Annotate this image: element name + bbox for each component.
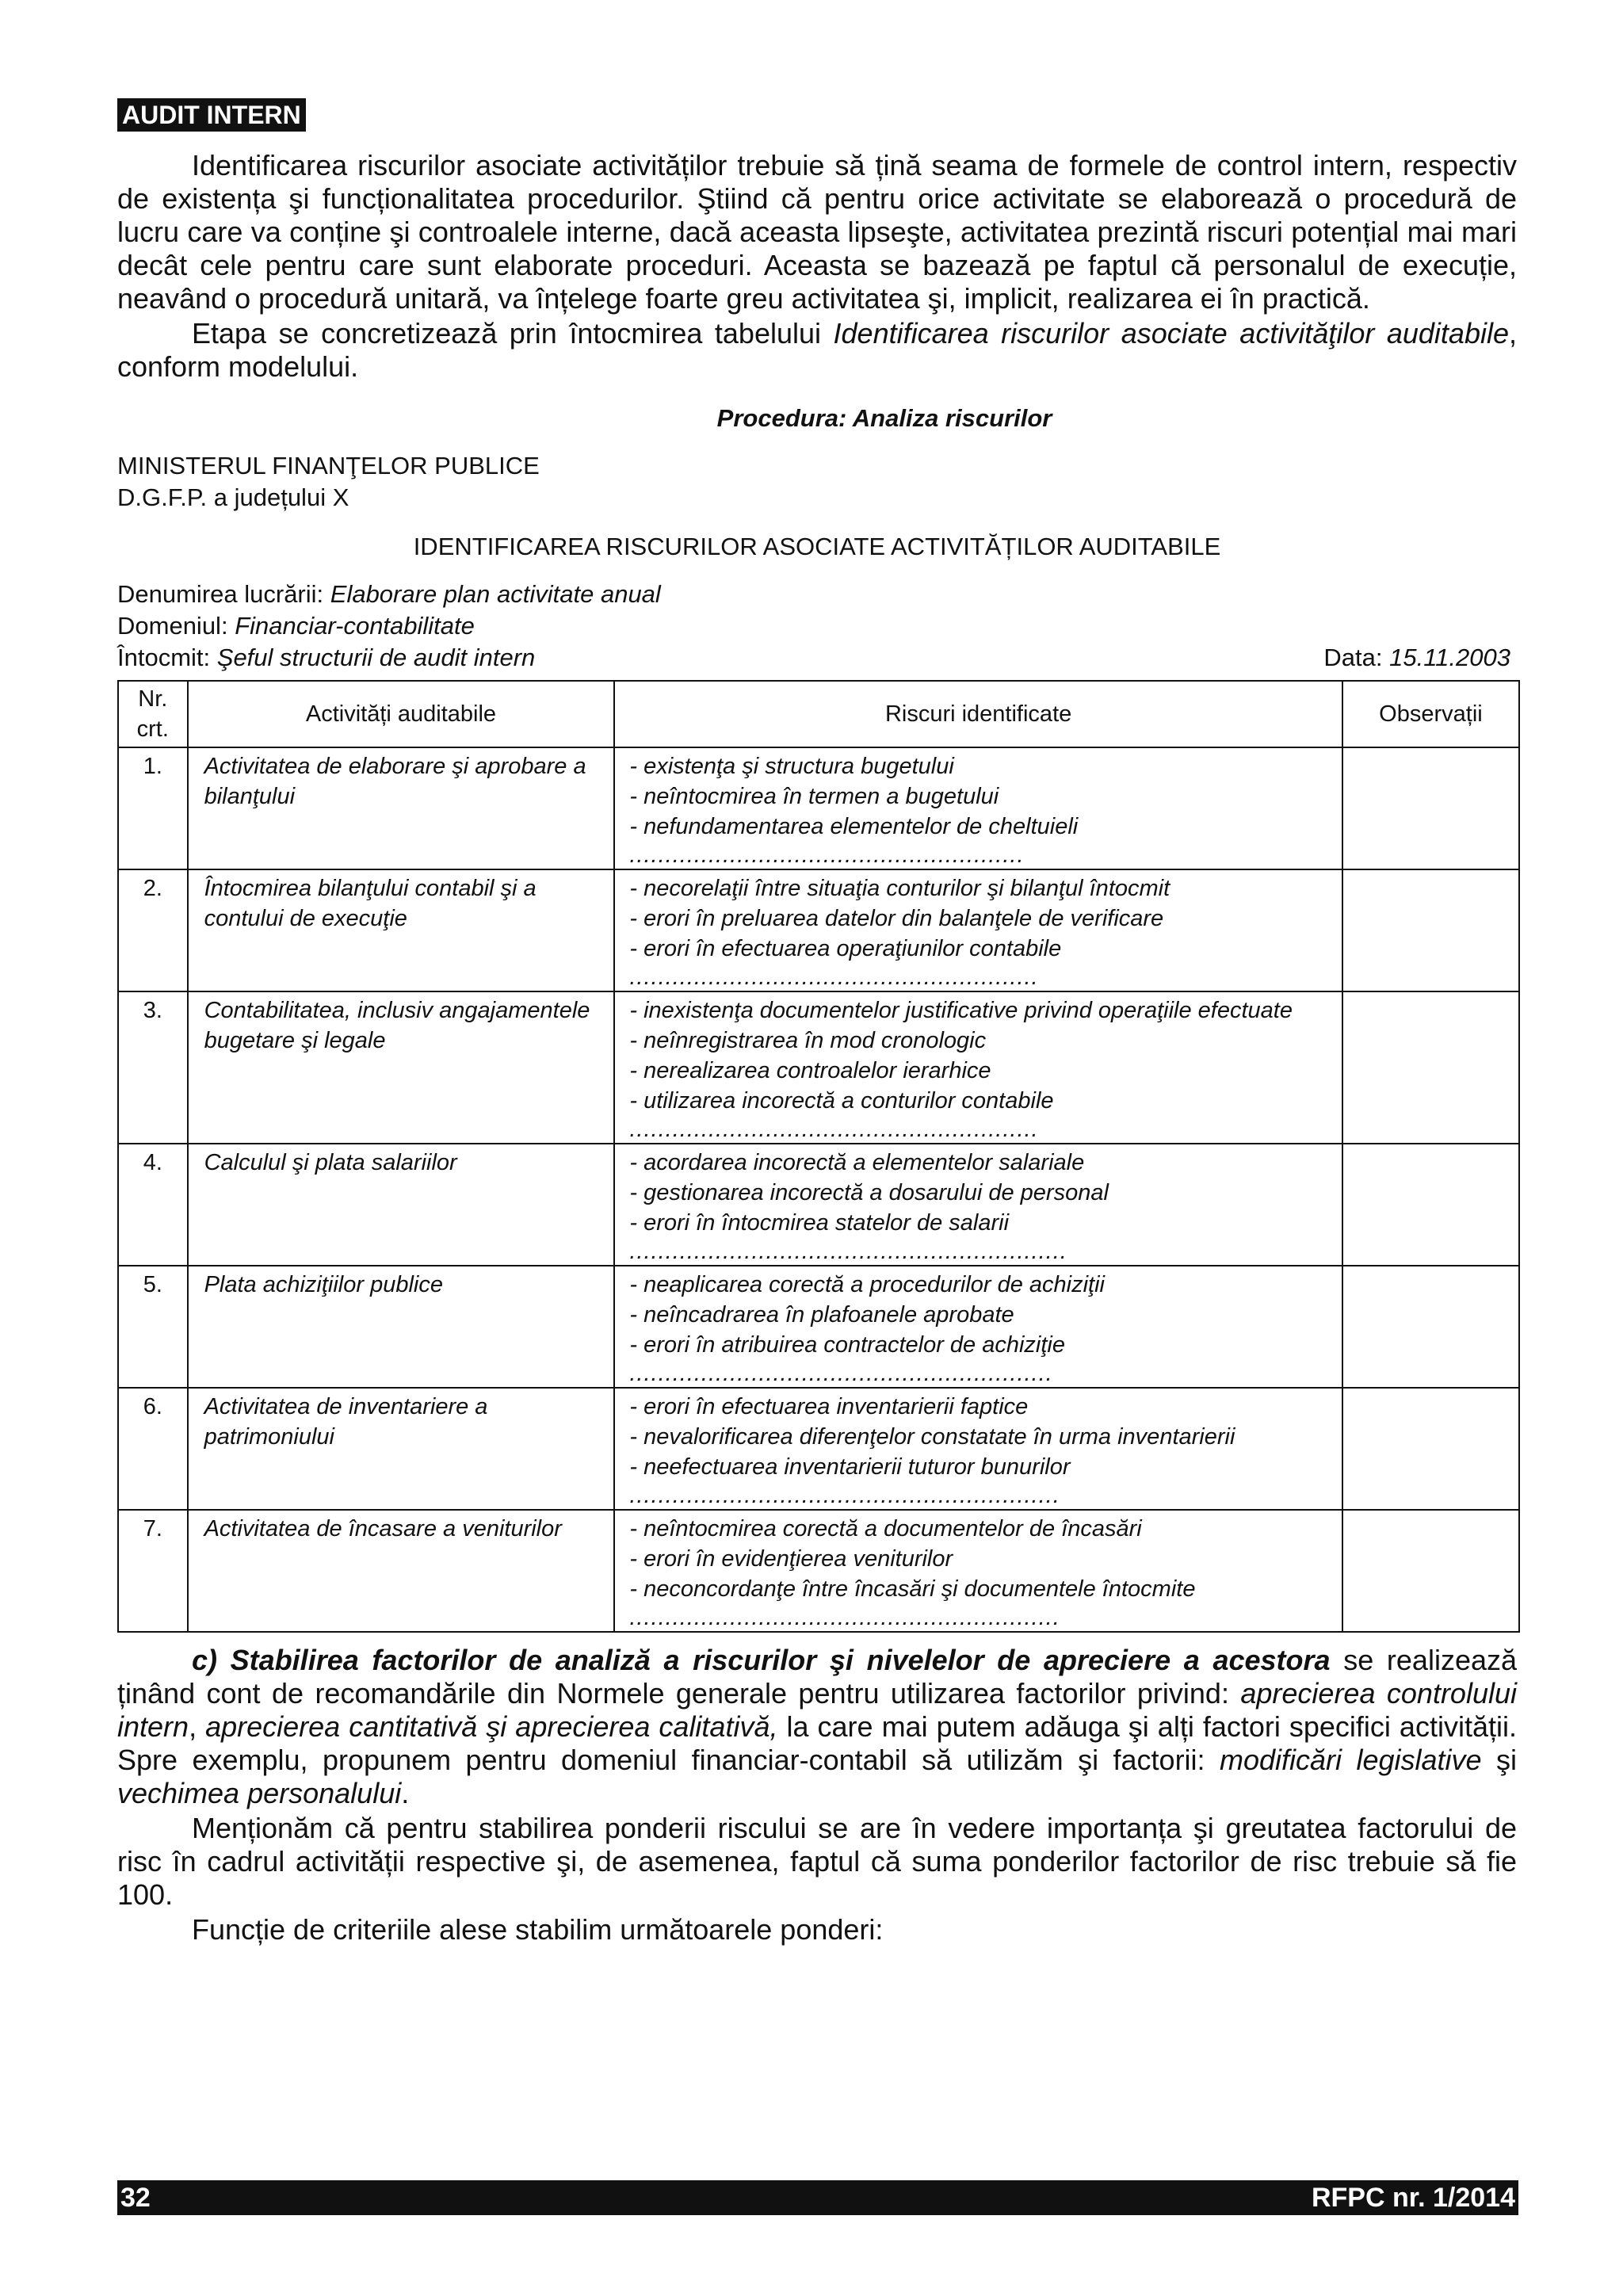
risk-item: - nerealizarea controalelor ierarhice [629, 1058, 991, 1083]
table-row [118, 1388, 1519, 1510]
risk-item: - erori în atribuirea contractelor de achiziţie [629, 1332, 1065, 1358]
risk-continuation-dots: ......................................................... [629, 1117, 1039, 1142]
row-number: 4. [118, 1144, 188, 1266]
row-activity: Contabilitatea, inclusiv angajamentele bugetare şi legale [188, 991, 615, 1144]
risk-item: - existenţa şi structura bugetului [629, 754, 954, 779]
section-c-heading: c) Stabilirea factorilor de analiză a riscurilor şi nivelelor de apreciere a acestora [192, 1644, 1331, 1676]
section-title: AUDIT INTERN [122, 101, 301, 129]
row-number: 1. [118, 747, 188, 869]
row-risks [614, 1266, 1342, 1388]
risk-item: - gestionarea incorectă a dosarului de personal [629, 1180, 1109, 1205]
risk-continuation-dots: ....................................................... [629, 842, 1025, 868]
row-risks [614, 747, 1342, 869]
table-row [118, 1266, 1519, 1388]
date-value: 15.11.2003 [1389, 644, 1510, 671]
row-observations [1342, 991, 1519, 1144]
page-content [117, 149, 1517, 1946]
risk-item: - utilizarea incorectă a conturilor contabile [629, 1088, 1054, 1114]
header-observations: Observații [1342, 681, 1519, 747]
section-c-text-4: şi [1481, 1744, 1517, 1776]
journal-issue: RFPC nr. 1/2014 [1311, 2183, 1515, 2213]
row-number: 5. [118, 1266, 188, 1388]
risk-item: - nefundamentarea elementelor de cheltuieli [629, 814, 1079, 839]
row-number: 2. [118, 869, 188, 991]
author-value: Şeful structurii de audit intern [216, 644, 536, 671]
risk-item: - neîntocmirea în termen a bugetului [629, 784, 999, 809]
work-name-row [117, 579, 1517, 610]
row-observations [1342, 869, 1519, 991]
risk-item: - neîntocmirea corectă a documentelor de încasări [629, 1516, 1142, 1541]
ministry-name: MINISTERUL FINANŢELOR PUBLICE [117, 452, 540, 479]
page-footer [117, 2180, 1518, 2215]
intro-p2-pre: Etapa se concretizează prin întocmirea tabelului [192, 317, 834, 350]
section-c-text-2: , [189, 1710, 206, 1743]
row-number: 7. [118, 1510, 188, 1632]
risk-item: - erori în preluarea datelor din balanţele de verificare [629, 906, 1164, 931]
author [117, 642, 535, 674]
risk-item: - neaplicarea corectă a procedurilor de achiziţii [629, 1272, 1105, 1297]
date-label: Data: [1323, 644, 1390, 671]
risk-item: - neconcordanţe între încasări şi documentele întocmite [629, 1576, 1196, 1602]
row-number: 3. [118, 991, 188, 1144]
risk-continuation-dots: ........................................................... [629, 1361, 1053, 1386]
row-observations [1342, 1388, 1519, 1510]
row-risks [614, 1510, 1342, 1632]
author-label: Întocmit: [117, 644, 217, 671]
risk-item: - inexistenţa documentelor justificative privind operaţiile efectuate [629, 998, 1293, 1023]
row-observations [1342, 747, 1519, 869]
risk-item: - acordarea incorectă a elementelor salariale [629, 1150, 1085, 1175]
risk-continuation-dots: ............................................................ [629, 1483, 1060, 1508]
row-risks [614, 1144, 1342, 1266]
risk-item: - necorelaţii între situaţia conturilor şi bilanţul întocmit [629, 876, 1170, 901]
row-observations [1342, 1144, 1519, 1266]
row-observations [1342, 1510, 1519, 1632]
risk-item: - erori în întocmirea statelor de salarii [629, 1210, 1010, 1236]
risk-item: - erori în efectuarea inventarierii faptice [629, 1394, 1029, 1419]
risk-item: - neîncadrarea în plafoanele aprobate [629, 1302, 1014, 1328]
domain-row [117, 610, 1517, 642]
risk-continuation-dots: ............................................................. [629, 1239, 1067, 1264]
section-c-italic-4: vechimea personalului [117, 1777, 402, 1809]
risk-continuation-dots: ......................................................... [629, 965, 1039, 990]
table-row [118, 1510, 1519, 1632]
weights-paragraph: Menționăm că pentru stabilirea ponderii riscului se are în vedere importanța şi greutatea factorului de risc în cadrul activității respective şi, de asemenea, faptul că suma ponderilor factorilor de risc trebuie să fie 100. [117, 1812, 1517, 1911]
row-activity: Activitatea de încasare a veniturilor [188, 1510, 615, 1632]
risk-item: - neînregistrarea în mod cronologic [629, 1028, 987, 1053]
risk-table [117, 680, 1520, 1633]
document-meta [117, 579, 1517, 674]
date [1323, 642, 1517, 674]
table-row [118, 869, 1519, 991]
section-header [117, 98, 306, 132]
row-activity: Activitatea de inventariere a patrimoniului [188, 1388, 615, 1510]
row-number: 6. [118, 1388, 188, 1510]
table-row [118, 747, 1519, 869]
risk-table-body [118, 747, 1519, 1632]
risk-item: - neefectuarea inventarierii tuturor bunurilor [629, 1454, 1071, 1480]
work-label: Denumirea lucrării: [117, 580, 330, 608]
risk-continuation-dots: ............................................................ [629, 1605, 1060, 1630]
intro-paragraph-2 [117, 317, 1517, 384]
section-c-paragraph [117, 1644, 1517, 1810]
risk-item: - erori în evidenţierea veniturilor [629, 1546, 953, 1572]
row-activity: Calculul şi plata salariilor [188, 1144, 615, 1266]
header-activities: Activități auditabile [188, 681, 615, 747]
row-risks [614, 1388, 1342, 1510]
author-date-row [117, 642, 1517, 674]
criteria-paragraph: Funcție de criteriile alese stabilim următoarele ponderi: [192, 1913, 884, 1946]
table-title: IDENTIFICAREA RISCURILOR ASOCIATE ACTIVITĂȚILOR AUDITABILE [413, 533, 1221, 560]
risk-item: - nevalorificarea diferenţelor constatate în urma inventarierii [629, 1424, 1235, 1450]
row-risks [614, 869, 1342, 991]
row-activity: Activitatea de elaborare şi aprobare a bilanţului [188, 747, 615, 869]
row-observations [1342, 1266, 1519, 1388]
header-risks: Riscuri identificate [614, 681, 1342, 747]
section-c-text-1: se realizează ținând cont de recomandările din Normele generale pentru utilizarea factorilor privind: [117, 1644, 1518, 1710]
procedure-title: Procedura: Analiza riscurilor [716, 404, 1052, 432]
risk-item: - erori în efectuarea operaţiunilor contabile [629, 936, 1062, 961]
header-nr: Nr. crt. [118, 681, 188, 747]
row-risks [614, 991, 1342, 1144]
intro-paragraph-1: Identificarea riscurilor asociate activităților trebuie să țină seama de formele de control intern, respectiv de existența şi funcționalitatea procedurilor. Ştiind că pentru orice activitate se elaborează o procedură de lucru care va conține şi controalele interne, dacă aceasta lipseşte, activitatea prezintă riscuri potențial mai mari decât cele pentru care sunt elaborate proceduri. Aceasta se bazează pe faptul că personalul de execuție, neavând o procedură unitară, va înțelege foarte greu activitatea şi, implicit, realizarea ei în practică. [117, 149, 1517, 315]
page-number: 32 [120, 2183, 151, 2213]
row-activity: Întocmirea bilanţului contabil şi a contului de execuţie [188, 869, 615, 991]
table-row [118, 1144, 1519, 1266]
intro-p2-table-name: Identificarea riscurilor asociate activităţilor auditabile [833, 317, 1509, 350]
section-c-italic-3: modificări legislative [1220, 1744, 1482, 1776]
section-c-text-3: la care mai putem adăuga şi alți factori specifici activității. Spre exemplu, propunem pentru domeniul financiar-contabil să utilizăm şi factorii: [117, 1710, 1517, 1776]
table-header-row [118, 681, 1519, 747]
unit-name: D.G.F.P. a județului X [117, 483, 349, 511]
domain-value: Financiar-contabilitate [235, 612, 475, 640]
intro-p2-post: , conform modelului. [117, 317, 1517, 383]
work-value: Elaborare plan activitate anual [330, 580, 661, 608]
section-c-text-5: . [401, 1777, 410, 1809]
table-row [118, 991, 1519, 1144]
domain-label: Domeniul: [117, 612, 235, 640]
organization-block [117, 450, 1517, 514]
row-activity: Plata achiziţiilor publice [188, 1266, 615, 1388]
section-c-italic-2: aprecierea cantitativă şi aprecierea calitativă, [205, 1710, 778, 1743]
section-c-italic-1: aprecierea controlului intern [117, 1677, 1517, 1743]
